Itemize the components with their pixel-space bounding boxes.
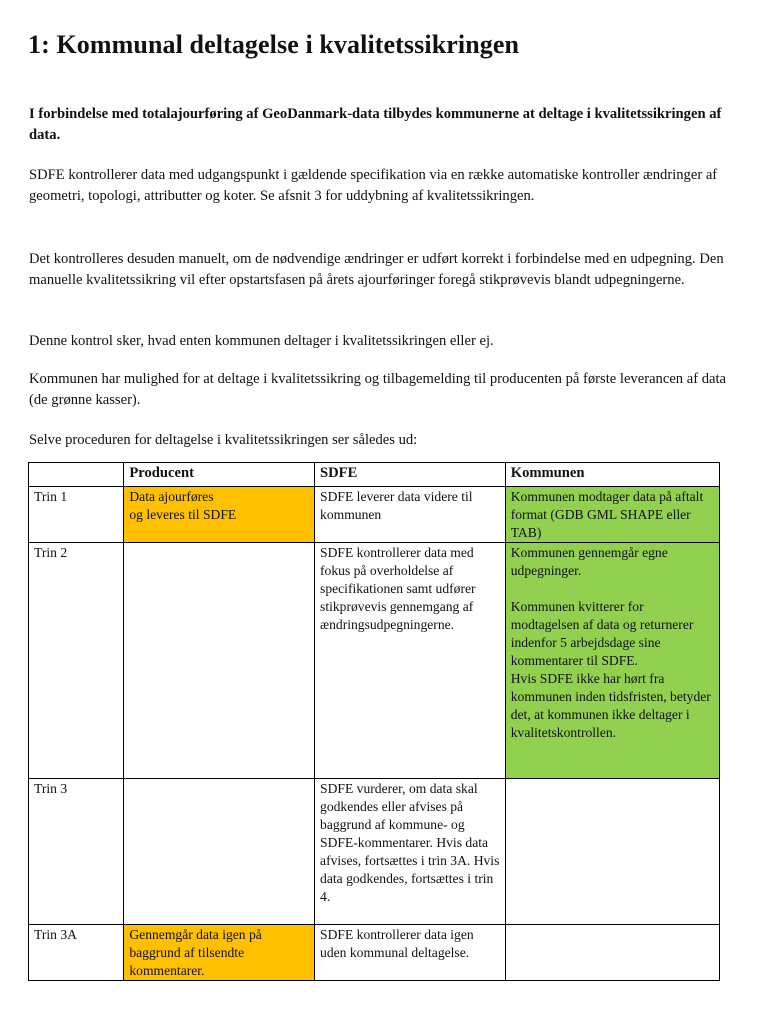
producent-cell [124,543,315,779]
producent-cell [124,779,315,925]
producent-cell: Data ajourføres og leveres til SDFE [124,487,315,543]
spacer [511,580,714,598]
kommunen-cell: Kommunen modtager data på aftalt format (GDB GML SHAPE eller TAB) [505,487,719,543]
paragraph-control-note: Denne kontrol sker, hvad enten kommunen deltager i kvalitetssikringen eller ej. [29,333,494,349]
step-cell: Trin 1 [29,487,124,543]
kommunen-deadline-text: Hvis SDFE ikke har hørt fra kommunen inden tidsfristen, betyder det, at kommunen ikke deltager i kvalitetskontrollen. [510,671,711,740]
kommunen-review-text: Kommunen gennemgår egne udpegninger. [510,545,668,578]
section-heading: 1: Kommunal deltagelse i kvalitetssikringen [28,30,520,59]
paragraph-procedure-intro: Selve proceduren for deltagelse i kvalitetssikringen ser således ud: [29,432,418,448]
paragraph-manual-control: Det kontrolleres desuden manuelt, om de nødvendige ændringer er udført korrekt i forbindelse med en udpegning. Den manuelle kvalitetssikring vil efter opstartsfasen på årets ajourføringer foregå stikprøvevis blandt udpegningerne. [29,251,724,288]
sdfe-cell: SDFE kontrollerer data igen uden kommunal deltagelse. [315,925,506,981]
sdfe-cell: SDFE leverer data videre til kommunen [315,487,506,543]
table-row [29,543,720,779]
header-producent: Producent [124,463,315,487]
kommunen-acknowledge-text: Kommunen kvitterer for modtagelsen af data og returnerer indenfor 5 arbejdsdage sine kommentarer til SDFE. [510,599,694,668]
procedure-table [28,462,720,981]
kommunen-cell [505,925,719,981]
step-cell: Trin 3A [29,925,124,981]
paragraph-automatic-control: SDFE kontrollerer data med udgangspunkt i gældende specifikation via en række automatiske kontroller ændringer af geometri, topologi, attributter og koter. Se afsnit 3 for uddybning af kvalitetssikringen. [29,167,718,204]
header-sdfe: SDFE [315,463,506,487]
step-cell: Trin 2 [29,543,124,779]
table-header-row [29,463,720,487]
table-row [29,925,720,981]
paragraph-municipal-option: Kommunen har mulighed for at deltage i kvalitetssikring og tilbagemelding til producenten på første leverancen af data (de grønne kasser). [29,371,727,408]
header-step [29,463,124,487]
kommunen-cell [505,779,719,925]
sdfe-cell: SDFE vurderer, om data skal godkendes eller afvises på baggrund af kommune- og SDFE-kommentarer. Hvis data afvises, fortsættes i trin 3A. Hvis data godkendes, fortsættes i trin 4. [315,779,506,925]
header-kommunen: Kommunen [505,463,719,487]
kommunen-cell [505,543,719,779]
producent-cell: Gennemgår data igen på baggrund af tilsendte kommentarer. [124,925,315,981]
table-row [29,487,720,543]
step-cell: Trin 3 [29,779,124,925]
table-row [29,779,720,925]
sdfe-cell: SDFE kontrollerer data med fokus på overholdelse af specifikationen samt udfører stikprøvevis gennemgang af ændringsudpegningerne. [315,543,506,779]
lead-paragraph: I forbindelse med totalajourføring af GeoDanmark-data tilbydes kommunerne at deltage i kvalitetssikringen af data. [29,106,722,143]
